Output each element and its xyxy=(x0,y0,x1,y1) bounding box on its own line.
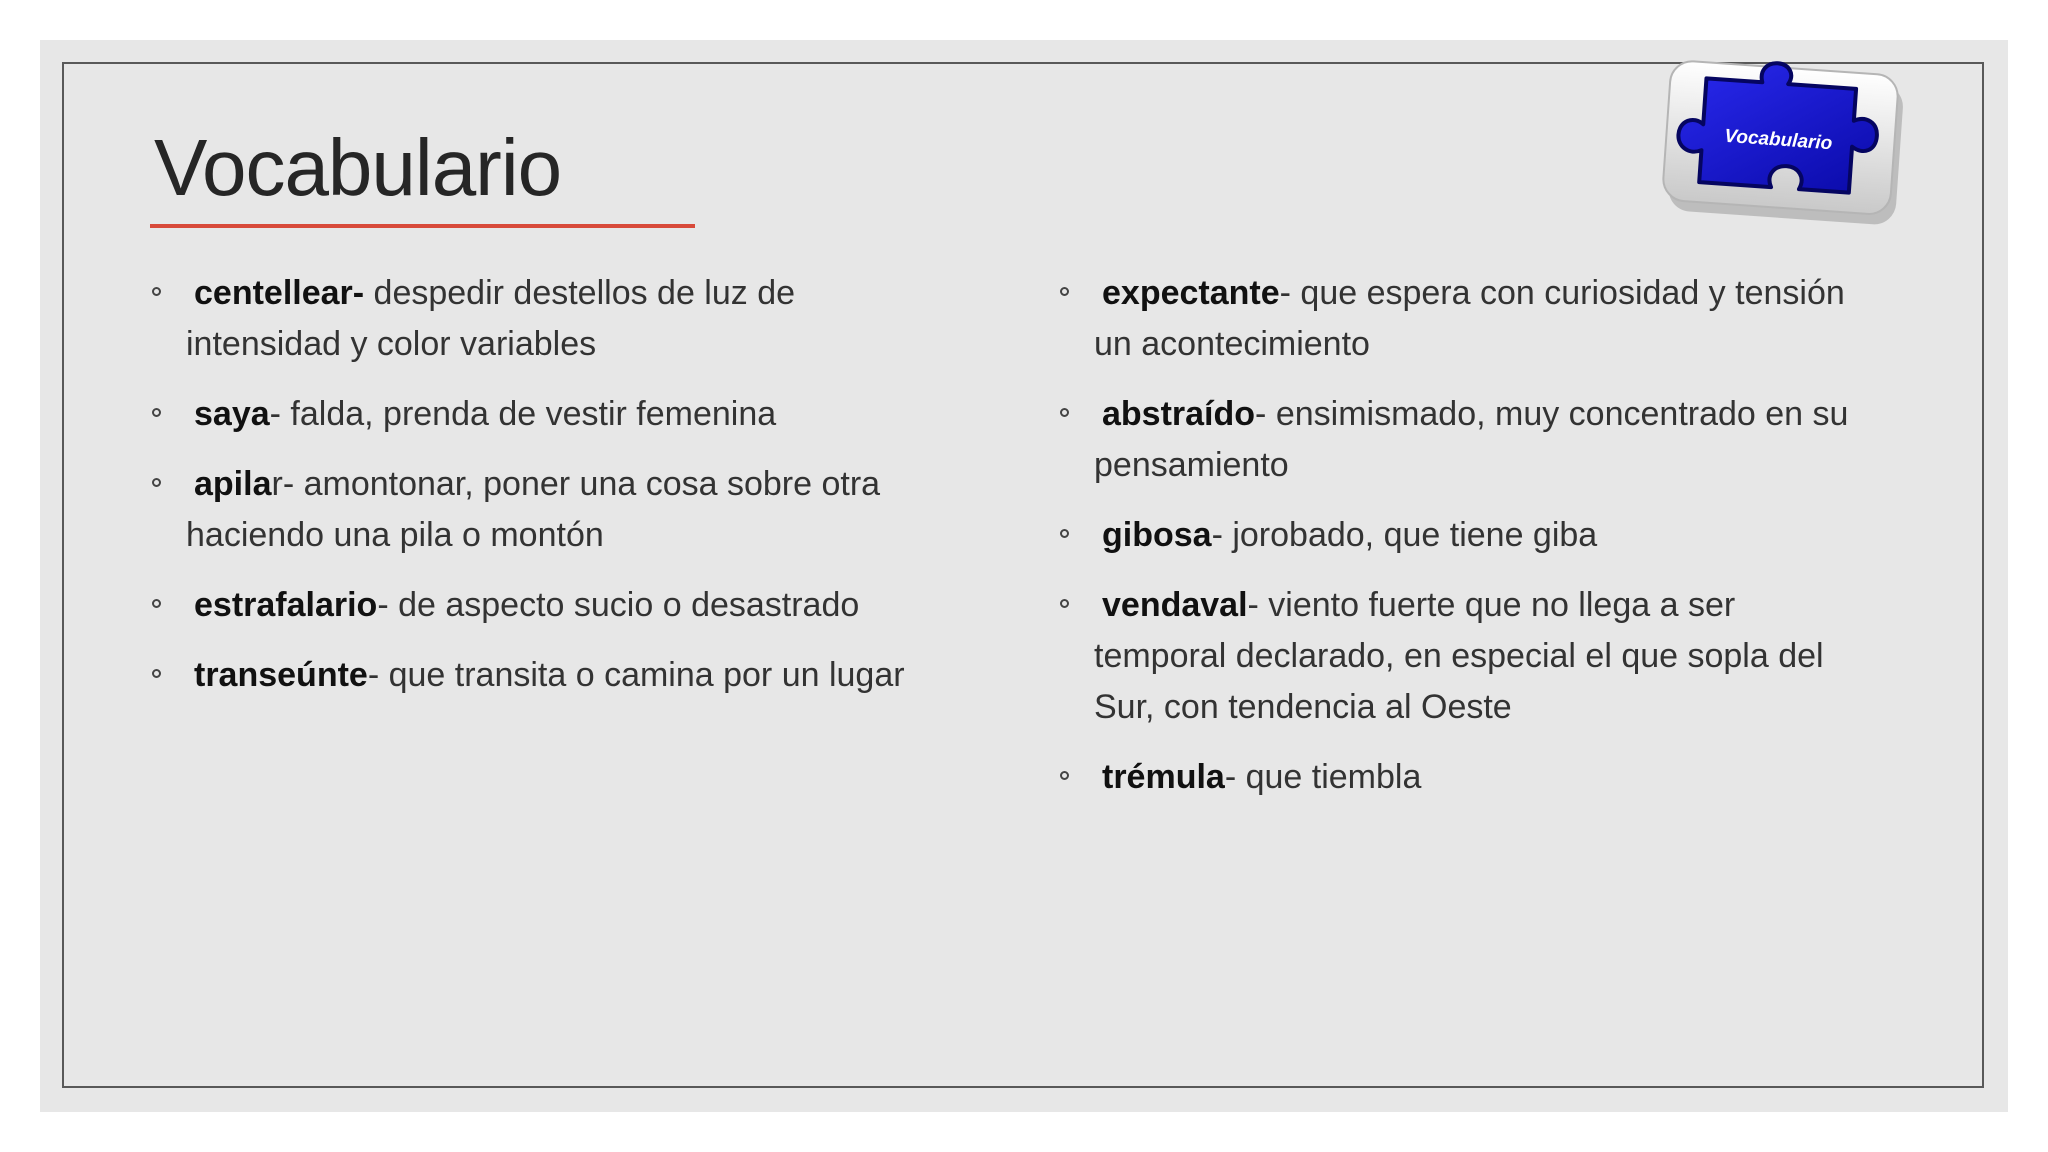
bullet-icon xyxy=(1060,529,1069,538)
title-underline xyxy=(150,224,695,228)
definition: - jorobado, que tiene giba xyxy=(1211,516,1598,554)
definition: - amontonar, poner una cosa sobre otra haciendo una pila o montón xyxy=(186,465,881,554)
bullet-icon xyxy=(1060,771,1069,780)
definition: despedir destellos de luz de intensidad y color variables xyxy=(186,274,796,363)
definition: - que espera con curiosidad y tensión un acontecimiento xyxy=(1094,274,1845,363)
list-item xyxy=(1060,752,1860,803)
term: transeúnte xyxy=(194,656,368,694)
list-item xyxy=(152,580,952,631)
definition: - ensimismado, muy concentrado en su pensamiento xyxy=(1094,395,1849,484)
puzzle-piece-icon xyxy=(1650,50,1920,240)
list-item xyxy=(1060,580,1860,733)
term: apila xyxy=(194,465,272,503)
definition: - que tiembla xyxy=(1224,758,1422,796)
bullet-icon xyxy=(152,478,161,487)
definition: - viento fuerte que no llega a ser temporal declarado, en especial el que sopla del Sur, con tendencia al Oeste xyxy=(1094,586,1824,726)
bullet-icon xyxy=(152,599,161,608)
definition: - de aspecto sucio o desastrado xyxy=(377,586,860,624)
list-item xyxy=(152,459,952,561)
bullet-icon xyxy=(1060,287,1069,296)
list-item xyxy=(1060,510,1860,561)
term: saya xyxy=(194,395,270,433)
term-tail: r xyxy=(271,465,283,503)
list-item xyxy=(1060,268,1860,370)
term: centellear- xyxy=(194,274,365,312)
definition: - que transita o camina por un lugar xyxy=(367,656,905,694)
term: estrafalario xyxy=(194,586,378,624)
term: vendaval xyxy=(1102,586,1248,624)
list-item xyxy=(152,650,952,701)
term: gibosa xyxy=(1102,516,1212,554)
list-item xyxy=(152,389,952,440)
list-item xyxy=(1060,389,1860,491)
slide-title: Vocabulario xyxy=(154,123,562,212)
bullet-icon xyxy=(1060,408,1069,417)
logo-text: Vocabulario xyxy=(1723,125,1833,155)
vocabulary-list-right xyxy=(1060,268,1860,822)
term: expectante xyxy=(1102,274,1280,312)
term: trémula xyxy=(1102,758,1225,796)
bullet-icon xyxy=(1060,599,1069,608)
bullet-icon xyxy=(152,669,161,678)
bullet-icon xyxy=(152,287,161,296)
bullet-icon xyxy=(152,408,161,417)
vocabulary-list-left xyxy=(152,268,952,720)
term: abstraído xyxy=(1102,395,1256,433)
list-item xyxy=(152,268,952,370)
definition: - falda, prenda de vestir femenina xyxy=(269,395,777,433)
